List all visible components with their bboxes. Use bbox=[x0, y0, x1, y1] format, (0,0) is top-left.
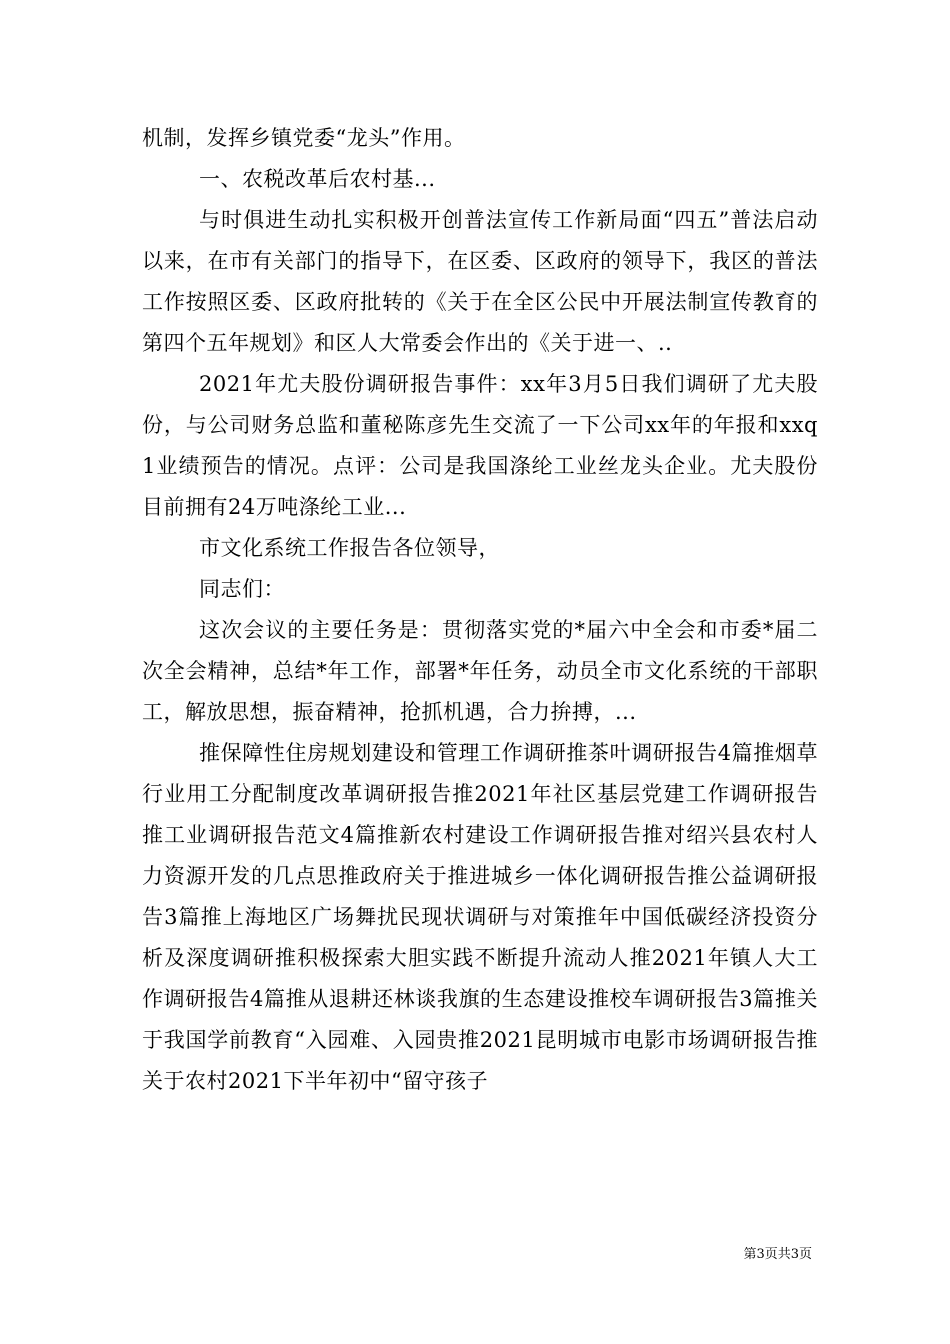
paragraph-5: 市文化系统工作报告各位领导， bbox=[199, 536, 500, 560]
paragraph-3: 与时俱进生动扎实积极开创普法宣传工作新局面“四五”普法启动以来，在市有关部门的指导下，在区委、区政府的领导下，我区的普法工作按照区委、区政府批转的《关于在全区公民中开展法制宣传教育的第四个五年规划》和区人大常委会作出的《关于进一、.. bbox=[142, 208, 818, 355]
paragraph-1: 机制，发挥乡镇党委“龙头”作用。 bbox=[142, 126, 466, 150]
paragraph-2: 一、农税改革后农村基... bbox=[199, 167, 436, 191]
paragraph-6: 同志们： bbox=[199, 577, 285, 601]
paragraph-7: 这次会议的主要任务是：贯彻落实党的*届六中全会和市委*届二次全会精神，总结*年工作，部署*年任务，动员全市文化系统的干部职工，解放思想，振奋精神，抢抓机遇，合力拚搏，... bbox=[142, 618, 818, 724]
paragraph-4: 2021年尤夫股份调研报告事件：xx年3月5日我们调研了尤夫股份，与公司财务总监和董秘陈彦先生交流了一下公司xx年的年报和xxq1业绩预告的情况。点评：公司是我国涤纶工业丝龙头企业。尤夫股份目前拥有24万吨涤纶工业... bbox=[142, 372, 818, 519]
page-number-footer: 第3页共3页 bbox=[743, 1247, 812, 1262]
document-body bbox=[142, 118, 818, 1102]
paragraph-8: 推保障性住房规划建设和管理工作调研推茶叶调研报告4篇推烟草行业用工分配制度改革调研报告推2021年社区基层党建工作调研报告推工业调研报告范文4篇推新农村建设工作调研报告推对绍兴县农村人力资源开发的几点思推政府关于推进城乡一体化调研报告推公益调研报告3篇推上海地区广场舞扰民现状调研与对策推年中国低碳经济投资分析及深度调研推积极探索大胆实践不断提升流动人推2021年镇人大工作调研报告4篇推从退耕还林谈我旗的生态建设推校车调研报告3篇推关于我国学前教育“入园难、入园贵推2021昆明城市电影市场调研报告推关于农村2021下半年初中“留守孩子 bbox=[142, 741, 818, 1093]
